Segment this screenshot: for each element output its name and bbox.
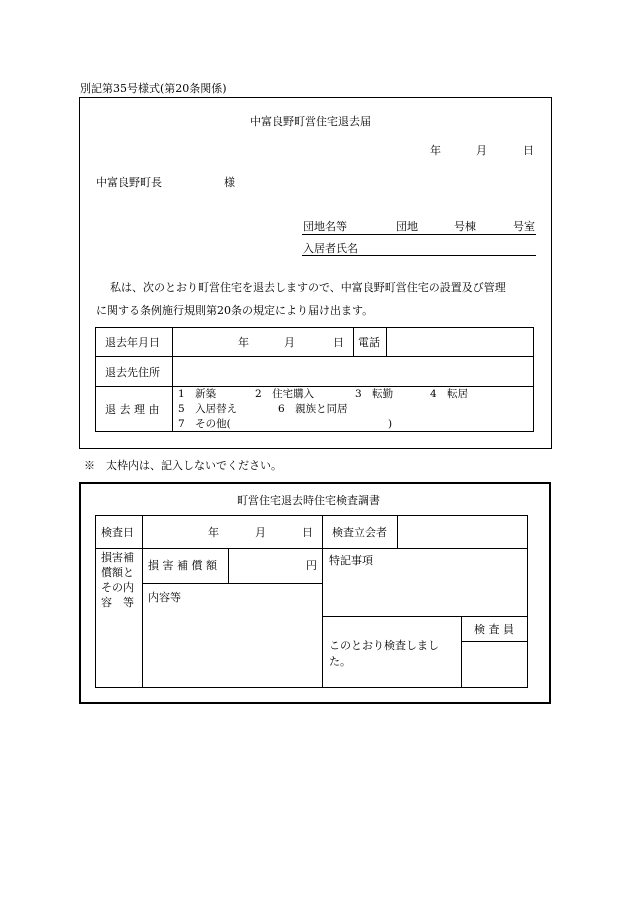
contents-label: 内容等: [148, 591, 181, 604]
reason-option[interactable]: 5 入居替え: [178, 403, 238, 415]
table-rule: [461, 641, 528, 642]
inspection-title: 町営住宅退去時住宅検査調書: [237, 494, 380, 507]
notice-date-month: 月: [476, 144, 487, 157]
notice-date-year: 年: [430, 144, 441, 157]
inspection-date-year[interactable]: 年: [208, 526, 219, 539]
instruction-note: ※ 太枠内は、記入しないでください。: [84, 459, 282, 472]
damage-label-line: その内: [101, 581, 134, 594]
reason-option-other[interactable]: 7 その他(: [178, 418, 231, 430]
table-rule: [142, 583, 322, 584]
notice-date-day: 日: [523, 144, 534, 157]
inspected-statement-line1: このとおり検査しまし: [329, 639, 439, 652]
damage-label-line: 容 等: [101, 596, 134, 609]
goshitsu-suffix: 号室: [513, 220, 535, 233]
notice-title: 中富良野町営住宅退去届: [250, 115, 371, 128]
reason-option[interactable]: 2 住宅購入: [255, 388, 315, 400]
special-notes-label: 特記事項: [329, 554, 373, 567]
new-address-label: 退去先住所: [105, 366, 160, 379]
table-rule: [95, 356, 534, 357]
reason-option[interactable]: 6 親族と同居: [278, 403, 348, 415]
addressee-honorific: 様: [224, 176, 235, 189]
notice-table: [95, 327, 534, 432]
taikyo-date-year[interactable]: 年: [238, 336, 249, 349]
table-rule: [95, 386, 534, 387]
taikyo-date-day[interactable]: 日: [333, 336, 344, 349]
table-rule: [397, 515, 398, 548]
table-rule: [142, 515, 143, 688]
yen-unit: 円: [306, 559, 317, 572]
goto-suffix: 号棟: [454, 220, 476, 233]
notice-body-line1: 私は、次のとおり町営住宅を退去しますので、中富良野町営住宅の設置及び管理: [110, 281, 506, 294]
inspector-label: 検 査 員: [474, 623, 514, 636]
danchi-label: 団地名等: [303, 220, 347, 233]
reason-other-close: ): [388, 418, 393, 430]
reason-label: 退 去 理 由: [105, 403, 160, 416]
damage-label-line: 損害補: [101, 551, 134, 564]
inspection-date-month[interactable]: 月: [255, 526, 266, 539]
table-rule: [95, 548, 528, 549]
table-rule: [461, 616, 462, 688]
reason-option[interactable]: 4 転居: [430, 388, 469, 400]
inspection-date-day[interactable]: 日: [302, 526, 313, 539]
reason-option[interactable]: 1 新築: [178, 388, 217, 400]
compensation-label: 損 害 補 償 額: [148, 559, 217, 572]
addressee: 中富良野町長: [96, 176, 162, 189]
resident-name-underline[interactable]: [302, 255, 536, 256]
address-underline[interactable]: [302, 234, 536, 235]
phone-label: 電話: [358, 336, 380, 349]
table-rule: [172, 327, 173, 432]
inspection-date-label: 検査日: [101, 526, 134, 539]
witness-label: 検査立会者: [332, 526, 387, 539]
danchi-suffix: 団地: [396, 220, 418, 233]
taikyo-date-label: 退去年月日: [105, 336, 160, 349]
inspected-statement-line2: た。: [329, 655, 351, 668]
table-rule: [228, 548, 229, 583]
resident-name-label: 入居者氏名: [303, 242, 358, 255]
damage-label-line: 償額と: [101, 566, 134, 579]
form-number-label: 別記第35号様式(第20条関係): [80, 82, 227, 95]
reason-option[interactable]: 3 転勤: [355, 388, 394, 400]
notice-body-line2: に関する条例施行規則第20条の規定により届け出ます。: [96, 304, 374, 317]
table-rule: [322, 616, 528, 617]
table-rule: [353, 327, 354, 356]
table-rule: [322, 515, 323, 688]
table-rule: [386, 327, 387, 356]
taikyo-date-month[interactable]: 月: [284, 336, 295, 349]
